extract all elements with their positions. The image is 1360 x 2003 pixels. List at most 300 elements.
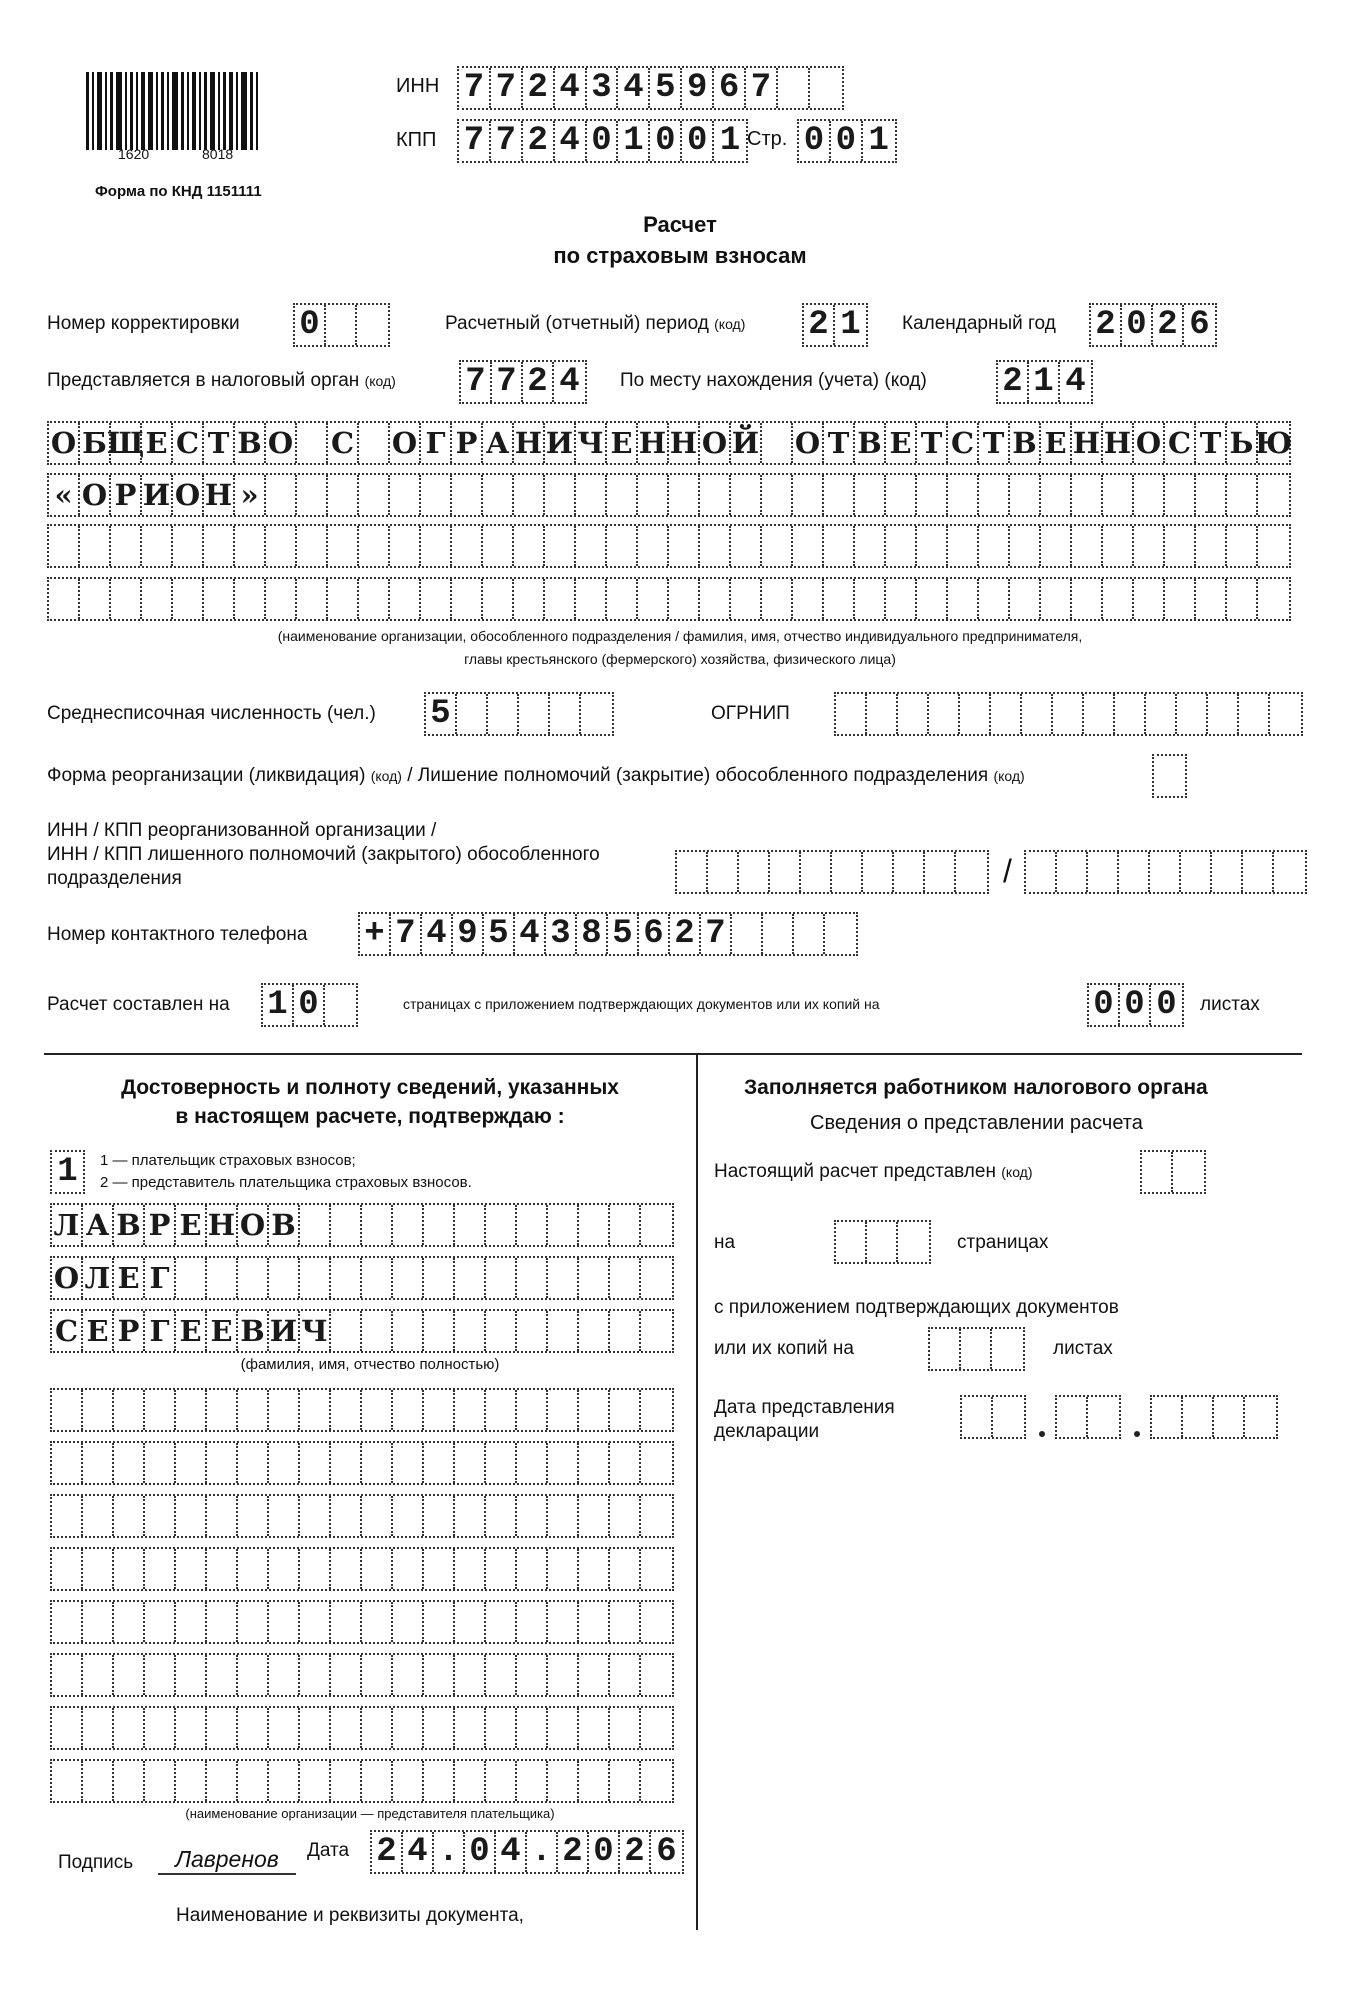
char-cell xyxy=(424,1602,455,1642)
char-cell xyxy=(1196,475,1227,515)
headcount-label: Среднесписочная численность (чел.) xyxy=(47,703,376,724)
char-cell xyxy=(824,579,855,619)
period-code: (код) xyxy=(714,316,746,332)
char-cell xyxy=(362,1655,393,1695)
char-cell: 2 xyxy=(620,1832,651,1872)
char-cell xyxy=(300,1496,331,1536)
char-cell xyxy=(610,1761,641,1801)
char-cell: Л xyxy=(83,1258,114,1298)
char-cell: Е xyxy=(83,1311,114,1351)
char-cell xyxy=(269,1443,300,1483)
barcode-bar xyxy=(92,72,94,150)
char-cell: Т xyxy=(204,423,235,463)
reorg-cells[interactable] xyxy=(1152,754,1187,798)
barcode-bar xyxy=(236,72,238,150)
page-cells[interactable] xyxy=(797,119,897,163)
char-cell: О xyxy=(266,423,297,463)
char-cell xyxy=(207,1496,238,1536)
char-cell: 2 xyxy=(1091,305,1122,345)
char-cell xyxy=(452,579,483,619)
char-cell xyxy=(1134,475,1165,515)
char-cell xyxy=(145,1655,176,1695)
char-cell: 7 xyxy=(459,68,491,108)
char-cell: Р xyxy=(145,1205,176,1245)
reorg-innkpp-line1: ИНН / КПП реорганизованной организации / xyxy=(47,820,437,841)
char-cell xyxy=(607,579,638,619)
char-cell xyxy=(486,1602,517,1642)
char-cell xyxy=(825,914,856,954)
char-cell xyxy=(1119,852,1150,892)
correction-label: Номер корректировки xyxy=(47,313,240,334)
char-cell xyxy=(1103,475,1134,515)
char-cell xyxy=(1026,852,1057,892)
char-cell: Н xyxy=(669,423,700,463)
char-cell xyxy=(610,1205,641,1245)
char-cell: Щ xyxy=(111,423,142,463)
char-cell xyxy=(517,1311,548,1351)
received-pages-label: страницах xyxy=(957,1232,1049,1253)
rep-row-3[interactable] xyxy=(50,1494,674,1538)
char-cell xyxy=(548,1761,579,1801)
char-cell xyxy=(455,1443,486,1483)
char-cell xyxy=(545,526,576,566)
barcode-bar xyxy=(192,72,196,150)
char-cell xyxy=(269,1655,300,1695)
char-cell xyxy=(390,475,421,515)
char-cell xyxy=(886,475,917,515)
char-cell xyxy=(269,1496,300,1536)
char-cell xyxy=(300,1602,331,1642)
char-cell xyxy=(421,475,452,515)
char-cell xyxy=(297,526,328,566)
sheets-cells[interactable] xyxy=(1087,983,1184,1027)
signer-type-cell[interactable] xyxy=(50,1150,85,1194)
char-cell xyxy=(1258,475,1289,515)
char-cell: 4 xyxy=(403,1832,434,1872)
char-cell xyxy=(207,1443,238,1483)
char-cell: 1 xyxy=(868,122,889,160)
char-cell xyxy=(917,475,948,515)
char-cell: С xyxy=(52,1311,83,1351)
char-cell xyxy=(266,475,297,515)
char-cell xyxy=(770,852,801,892)
char-cell xyxy=(300,1443,331,1483)
char-cell: Й xyxy=(731,423,762,463)
char-cell xyxy=(393,1761,424,1801)
char-cell: В xyxy=(855,423,886,463)
year-cells[interactable] xyxy=(1089,303,1217,347)
org-name-row-2[interactable] xyxy=(47,473,1291,517)
barcode-bar xyxy=(241,72,247,150)
rep-row-2[interactable] xyxy=(50,1441,674,1485)
char-cell: Е xyxy=(207,1311,238,1351)
char-cell xyxy=(83,1390,114,1430)
char-cell xyxy=(83,1655,114,1695)
char-cell xyxy=(732,914,763,954)
received-pages-cells[interactable] xyxy=(834,1220,931,1264)
submit-date-day[interactable] xyxy=(960,1395,1026,1439)
char-cell: 1 xyxy=(618,121,650,161)
right-subtitle: Сведения о представлении расчета xyxy=(810,1112,1143,1134)
char-cell xyxy=(548,1311,579,1351)
char-cell: О xyxy=(49,423,80,463)
char-cell xyxy=(145,1761,176,1801)
char-cell xyxy=(455,1655,486,1695)
char-cell: . xyxy=(434,1832,465,1872)
phone-label: Номер контактного телефона xyxy=(47,924,308,945)
ogrnip-cells[interactable] xyxy=(834,692,1303,736)
char-cell xyxy=(300,1655,331,1695)
char-cell: 0 xyxy=(295,305,326,345)
char-cell xyxy=(762,475,793,515)
char-cell xyxy=(455,1761,486,1801)
tax-authority-cells[interactable] xyxy=(459,360,587,404)
char-cell xyxy=(1041,526,1072,566)
name-cells[interactable] xyxy=(50,1256,674,1300)
char-cell xyxy=(331,1390,362,1430)
char-cell xyxy=(1165,579,1196,619)
char-cell: Ч xyxy=(576,423,607,463)
barcode-bar xyxy=(156,72,158,150)
char-cell xyxy=(793,475,824,515)
location-label: По месту нахождения (учета) (код) xyxy=(620,370,927,391)
char-cell xyxy=(610,1496,641,1536)
char-cell xyxy=(455,1258,486,1298)
char-cell xyxy=(300,1549,331,1589)
char-cell: С xyxy=(1165,423,1196,463)
char-cell xyxy=(393,1258,424,1298)
char-cell: О xyxy=(700,423,731,463)
char-cell xyxy=(455,1496,486,1536)
submit-date-year[interactable] xyxy=(1150,1395,1278,1439)
reorg-label-b: / Лишение полномочий (закрытие) обособленного подразделения xyxy=(407,765,989,786)
char-cell xyxy=(517,1258,548,1298)
char-cell xyxy=(331,1761,362,1801)
signer-option-1: 1 — плательщик страховых взносов; xyxy=(100,1152,356,1169)
char-cell xyxy=(548,1496,579,1536)
rep-row-1[interactable] xyxy=(50,1388,674,1432)
char-cell xyxy=(607,475,638,515)
patronymic-cells[interactable] xyxy=(50,1309,674,1353)
char-cell xyxy=(238,1602,269,1642)
char-cell: Л xyxy=(52,1205,83,1245)
reorg-innkpp-line3: подразделения xyxy=(47,868,182,889)
char-cell xyxy=(517,1443,548,1483)
org-name-row-4[interactable] xyxy=(47,577,1291,621)
presented-cells[interactable] xyxy=(1140,1150,1206,1194)
char-cell: 2 xyxy=(372,1832,403,1872)
presented-label-text: Настоящий расчет представлен xyxy=(714,1161,996,1182)
char-cell: 5 xyxy=(608,914,639,954)
location-cells[interactable] xyxy=(996,360,1093,404)
pages-cells[interactable] xyxy=(261,983,358,1027)
char-cell xyxy=(297,423,328,463)
char-cell xyxy=(424,1390,455,1430)
char-cell xyxy=(114,1602,145,1642)
phone-cells[interactable] xyxy=(358,912,858,956)
char-cell: Е xyxy=(176,1311,207,1351)
char-cell xyxy=(1057,1397,1088,1437)
barcode-bar xyxy=(210,72,215,150)
char-cell: 7 xyxy=(491,121,523,161)
received-sheets-cells[interactable] xyxy=(928,1327,1025,1371)
org-name-row-1[interactable] xyxy=(47,421,1291,465)
headcount-cells[interactable] xyxy=(424,692,614,736)
barcode-bar xyxy=(161,72,164,150)
char-cell xyxy=(238,1258,269,1298)
barcode-bar xyxy=(148,72,153,150)
barcode-bar xyxy=(86,72,89,150)
char-cell: С xyxy=(948,423,979,463)
char-cell xyxy=(641,1496,672,1536)
char-cell xyxy=(514,475,545,515)
char-cell xyxy=(1227,526,1258,566)
char-cell xyxy=(424,1311,455,1351)
char-cell xyxy=(424,1258,455,1298)
pages-label-middle: страницах с приложением подтверждающих документов или их копий на xyxy=(403,996,880,1012)
char-cell xyxy=(176,1496,207,1536)
left-title-line1: Достоверность и полноту сведений, указанных xyxy=(121,1076,619,1099)
char-cell xyxy=(855,579,886,619)
char-cell: 0 xyxy=(1089,985,1120,1025)
kpp-cells[interactable] xyxy=(457,119,748,163)
tax-authority-code: (код) xyxy=(364,373,396,389)
char-cell xyxy=(1214,1397,1245,1437)
char-cell xyxy=(550,694,581,734)
char-cell xyxy=(514,526,545,566)
char-cell xyxy=(114,1655,145,1695)
char-cell xyxy=(331,1205,362,1245)
char-cell: 2 xyxy=(523,68,555,108)
char-cell xyxy=(1134,526,1165,566)
char-cell xyxy=(1010,579,1041,619)
char-cell xyxy=(424,1761,455,1801)
char-cell xyxy=(486,1761,517,1801)
char-cell: 0 xyxy=(1156,986,1177,1024)
char-cell xyxy=(52,1496,83,1536)
char-cell: 1 xyxy=(57,1153,78,1191)
inn-cells[interactable] xyxy=(457,66,844,110)
submit-date-label-1: Дата представления xyxy=(714,1397,895,1418)
barcode-bar xyxy=(229,72,233,150)
barcode-bar xyxy=(204,72,207,150)
char-cell xyxy=(641,1761,672,1801)
char-cell xyxy=(424,1655,455,1695)
char-cell: 4 xyxy=(618,68,650,108)
char-cell xyxy=(824,526,855,566)
char-cell: Г xyxy=(421,423,452,463)
char-cell: Н xyxy=(1072,423,1103,463)
char-cell: 7 xyxy=(459,121,491,161)
rep-row-7[interactable] xyxy=(50,1706,674,1750)
char-cell: Н xyxy=(1103,423,1134,463)
char-cell xyxy=(207,1390,238,1430)
char-cell: А xyxy=(83,1205,114,1245)
submit-date-month[interactable] xyxy=(1055,1395,1121,1439)
char-cell xyxy=(455,1708,486,1748)
date-cells[interactable] xyxy=(370,1830,684,1874)
on-label: на xyxy=(714,1232,736,1253)
char-cell xyxy=(832,852,863,892)
column-divider xyxy=(696,1053,698,1930)
char-cell xyxy=(731,526,762,566)
char-cell xyxy=(331,1443,362,1483)
char-cell: Т xyxy=(917,423,948,463)
char-cell: Е xyxy=(142,423,173,463)
char-cell xyxy=(300,1708,331,1748)
char-cell xyxy=(514,579,545,619)
char-cell xyxy=(393,1602,424,1642)
char-cell: 4 xyxy=(555,68,587,108)
reorg-kpp-cells[interactable] xyxy=(1024,850,1307,894)
char-cell xyxy=(579,1708,610,1748)
char-cell xyxy=(762,423,793,463)
char-cell xyxy=(326,305,357,345)
char-cell xyxy=(669,579,700,619)
char-cell xyxy=(610,1655,641,1695)
char-cell xyxy=(579,1311,610,1351)
char-cell: » xyxy=(235,475,266,515)
char-cell xyxy=(579,1655,610,1695)
char-cell xyxy=(517,1708,548,1748)
char-cell xyxy=(979,526,1010,566)
char-cell xyxy=(1165,475,1196,515)
char-cell xyxy=(207,1549,238,1589)
char-cell: 0 xyxy=(587,121,619,161)
char-cell xyxy=(930,1329,961,1369)
char-cell: 3 xyxy=(546,914,577,954)
char-cell xyxy=(421,579,452,619)
org-name-caption-2: главы крестьянского (фермерского) хозяйства, физического лица) xyxy=(464,651,896,667)
char-cell: Т xyxy=(1196,423,1227,463)
form-knd: Форма по КНД 1151111 xyxy=(95,183,262,200)
char-cell xyxy=(1072,579,1103,619)
surname-cells[interactable] xyxy=(50,1203,674,1247)
char-cell xyxy=(83,1496,114,1536)
char-cell: 3 xyxy=(587,68,619,108)
char-cell xyxy=(1134,579,1165,619)
char-cell xyxy=(331,1655,362,1695)
reorg-innkpp-line2: ИНН / КПП лишенного полномочий (закрытого) обособленного xyxy=(47,844,600,865)
char-cell xyxy=(331,1496,362,1536)
char-cell xyxy=(641,1443,672,1483)
char-cell xyxy=(641,1390,672,1430)
char-cell xyxy=(548,1549,579,1589)
period-label xyxy=(445,313,745,336)
rep-row-4[interactable] xyxy=(50,1547,674,1591)
char-cell xyxy=(548,1602,579,1642)
char-cell: 0 xyxy=(799,121,831,161)
char-cell xyxy=(576,475,607,515)
char-cell xyxy=(1103,579,1134,619)
char-cell xyxy=(145,1602,176,1642)
char-cell: И xyxy=(269,1311,300,1351)
char-cell xyxy=(238,1708,269,1748)
char-cell xyxy=(238,1655,269,1695)
char-cell xyxy=(917,526,948,566)
char-cell xyxy=(207,1655,238,1695)
char-cell xyxy=(393,1205,424,1245)
char-cell: Ю xyxy=(1254,426,1293,460)
char-cell: В xyxy=(1010,423,1041,463)
char-cell: 7 xyxy=(492,362,523,402)
char-cell xyxy=(486,1205,517,1245)
char-cell xyxy=(1239,694,1270,734)
char-cell: Т xyxy=(824,423,855,463)
char-cell: 4 xyxy=(422,914,453,954)
char-cell xyxy=(517,1205,548,1245)
char-cell xyxy=(483,475,514,515)
char-cell xyxy=(486,1258,517,1298)
rep-row-8[interactable] xyxy=(50,1759,674,1803)
rep-row-5[interactable] xyxy=(50,1600,674,1644)
char-cell xyxy=(235,579,266,619)
char-cell xyxy=(424,1496,455,1536)
char-cell xyxy=(362,1443,393,1483)
org-name-row-3[interactable] xyxy=(47,524,1291,568)
char-cell xyxy=(325,985,356,1025)
char-cell xyxy=(52,1549,83,1589)
char-cell xyxy=(83,1761,114,1801)
char-cell: Г xyxy=(145,1258,176,1298)
submit-date-label-2: декларации xyxy=(714,1421,820,1442)
char-cell xyxy=(700,475,731,515)
char-cell: 8 xyxy=(577,914,608,954)
char-cell xyxy=(867,1222,898,1262)
char-cell: 7 xyxy=(746,68,778,108)
char-cell: 4 xyxy=(555,121,587,161)
signer-option-2: 2 — представитель плательщика страховых взносов. xyxy=(100,1174,472,1191)
char-cell xyxy=(52,1602,83,1642)
char-cell: И xyxy=(142,475,173,515)
char-cell xyxy=(52,1443,83,1483)
char-cell xyxy=(362,1549,393,1589)
char-cell: С xyxy=(173,423,204,463)
char-cell xyxy=(114,1549,145,1589)
char-cell xyxy=(176,1655,207,1695)
org-name-caption-1: (наименование организации, обособленного подразделения / фамилия, имя, отчество индивидуального предпринимателя, xyxy=(277,628,1083,644)
barcode-bar xyxy=(116,72,122,150)
date-label: Дата xyxy=(307,1840,350,1861)
char-cell: 0 xyxy=(650,121,682,161)
char-cell xyxy=(483,579,514,619)
char-cell xyxy=(801,852,832,892)
char-cell xyxy=(610,1443,641,1483)
char-cell xyxy=(1150,852,1181,892)
char-cell xyxy=(486,1549,517,1589)
char-cell xyxy=(362,1761,393,1801)
reorg-inn-cells[interactable] xyxy=(675,850,989,894)
rep-caption: (наименование организации — представителя плательщика) xyxy=(185,1806,555,1821)
char-cell xyxy=(581,694,612,734)
char-cell xyxy=(331,1549,362,1589)
char-cell xyxy=(1227,579,1258,619)
char-cell xyxy=(362,1258,393,1298)
char-cell xyxy=(486,1655,517,1695)
char-cell xyxy=(114,1496,145,1536)
char-cell xyxy=(517,1655,548,1695)
char-cell xyxy=(1084,694,1115,734)
correction-cells[interactable] xyxy=(293,303,390,347)
char-cell xyxy=(1142,1152,1173,1192)
char-cell xyxy=(638,526,669,566)
char-cell xyxy=(641,1602,672,1642)
char-cell xyxy=(362,1311,393,1351)
char-cell xyxy=(1022,694,1053,734)
rep-row-6[interactable] xyxy=(50,1653,674,1697)
period-cells[interactable] xyxy=(802,303,868,347)
char-cell xyxy=(886,579,917,619)
